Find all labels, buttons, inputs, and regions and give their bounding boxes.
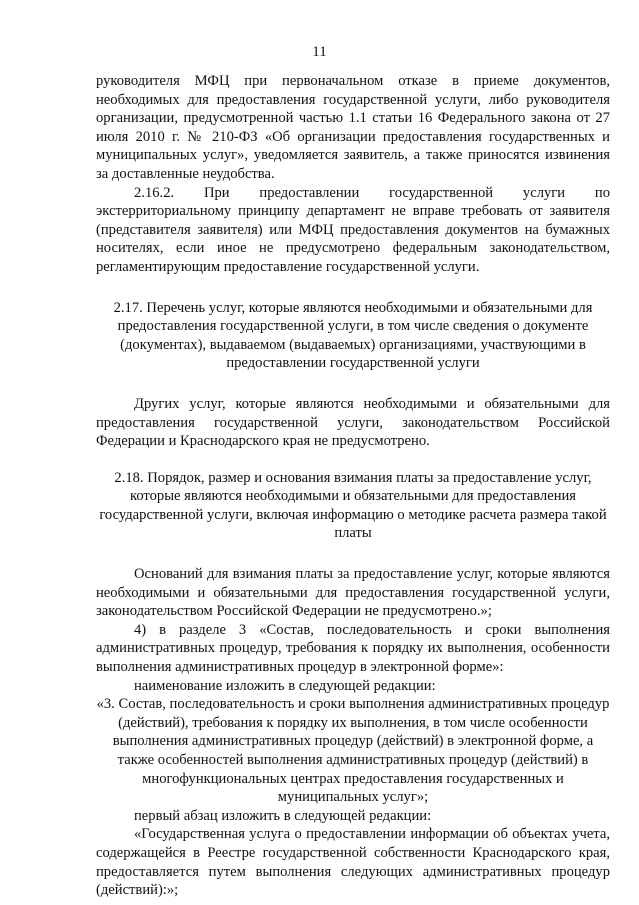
section-heading-2-17: 2.17. Перечень услуг, которые являются необходимыми и обязательными для предоставления государственной услуги, в том числе сведения о документе (документах), выдаваемом (выдаваемых) организациями, участвующими в предоставлении государственной услуги [113,299,593,372]
paragraph-no-fee-grounds: Оснований для взимания платы за предоставление услуг, которые являются необходимыми и обязательными для предоставления государственной услуги, законодательством Российской Федерации не предусмотрено.»; [96,566,610,620]
paragraph-first-paragraph-wording: первый абзац изложить в следующей редакции: [134,807,432,824]
quoted-state-service-text: «Государственная услуга о предоставлении информации об объектах учета, содержащейся в Реестре государственной собственности Краснодарского края, предоставляется путем выполнения следующих административных процедур (действий):»; [96,826,610,899]
page-number: 11 [312,44,327,60]
quoted-section-3-title: «3. Состав, последовательность и сроки выполнения административных процедур (действий), требования к порядку их выполнения, в том числе особенности выполнения административных процедур (действий) в электронной форме, а также особенностей выполнения административных процедур (действий) в многофункциональных центрах предоставления государственных и муниципальных услуг»; [96,696,610,806]
paragraph-item-4: 4) в разделе 3 «Состав, последовательность и сроки выполнения административных процедур, требования к порядку их выполнения, особенности выполнения административных процедур в электронной форме»: [96,621,610,676]
paragraph-mfc-refusal: руководителя МФЦ при первоначальном отказе в приеме документов, необходимых для предоставления государственной услуги, либо руководителя организации, предусмотренной частью 1.1 статьи 16 Федерального закона от 27 июля 2010 г. № 210-ФЗ «Об организации предоставления государственных и муниципальных услуг», уведомляется заявитель, а также приносятся извинения за доставленные неудобства. [96,73,610,182]
document-body [96,72,610,900]
paragraph-title-wording: наименование изложить в следующей редакции: [134,677,436,694]
paragraph-no-other-services: Других услуг, которые являются необходимыми и обязательными для предоставления государственной услуги, законодательством Российской Федерации и Краснодарского края не предусмотрено. [96,395,610,450]
section-heading-2-18: 2.18. Порядок, размер и основания взимания платы за предоставление услуг, которые являются необходимыми и обязательными для предоставления государственной услуги, включая информацию о методике расчета размера такой платы [99,469,607,542]
paragraph-2-16-2: 2.16.2. При предоставлении государственной услуги по экстерриториальному принципу департамент не вправе требовать от заявителя (представителя заявителя) или МФЦ предоставления документов на бумажных носителях, если иное не предусмотрено федеральным законодательством, регламентирующим предоставление государственной услуги. [96,184,610,275]
